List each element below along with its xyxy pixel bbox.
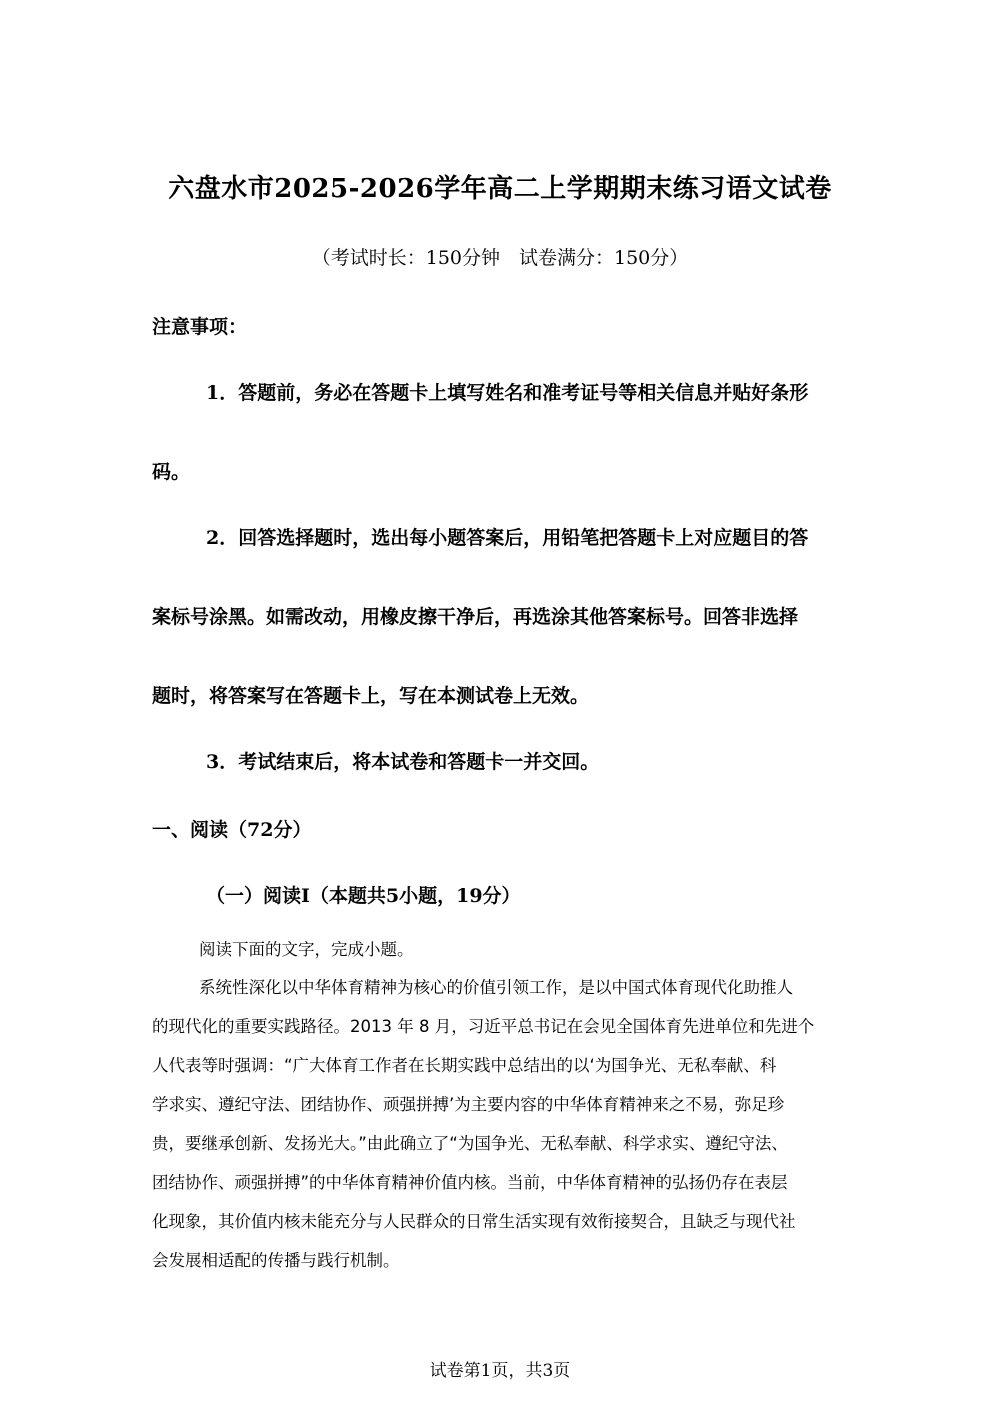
section-heading: 一、阅读（72分）	[152, 819, 312, 841]
subsection-heading: （一）阅读Ⅰ（本题共5小题，19分）	[206, 885, 521, 907]
notice-item-2-continued: 题时，将答案写在答题卡上，写在本测试卷上无效。	[152, 685, 590, 707]
passage-line: 系统性深化以中华体育精神为核心的价值引领工作，是以中国式体育现代化助推人	[199, 978, 793, 997]
passage-line: 学求实、遵纪守法、团结协作、顽强拼搏’为主要内容的中华体育精神来之不易，弥足珍	[152, 1095, 785, 1114]
passage-line: 贵，要继承创新、发扬光大。”由此确立了“为国争光、无私奉献、科学求实、遵纪守法、	[152, 1134, 788, 1153]
reading-instruction: 阅读下面的文字，完成小题。	[199, 940, 414, 959]
notice-item-2-continued: 案标号涂黑。如需改动，用橡皮擦干净后，再选涂其他答案标号。回答非选择	[152, 606, 799, 628]
passage-line: 的现代化的重要实践路径。2013 年 8 月，习近平总书记在会见全国体育先进单位和先进个	[152, 1017, 815, 1036]
notice-item-1-continued: 码。	[152, 461, 191, 483]
passage-line: 人代表等时强调：“广大体育工作者在长期实践中总结出的以‘为国争光、无私奉献、科	[152, 1056, 777, 1075]
passage-line: 会发展相适配的传播与践行机制。	[152, 1251, 400, 1270]
exam-title: 六盘水市2025-2026学年高二上学期期末练习语文试卷	[168, 174, 832, 204]
page-footer: 试卷第1页，共3页	[429, 1361, 571, 1381]
passage-line: 团结协作、顽强拼搏”的中华体育精神价值内核。当前，中华体育精神的弘扬仍存在表层	[152, 1173, 788, 1192]
notice-item-1: 1．答题前，务必在答题卡上填写姓名和准考证号等相关信息并贴好条形	[206, 382, 809, 404]
passage-line: 化现象，其价值内核未能充分与人民群众的日常生活实现有效衔接契合，且缺乏与现代社	[152, 1212, 796, 1231]
notice-item-3: 3．考试结束后，将本试卷和答题卡一并交回。	[206, 751, 600, 773]
exam-duration-info: （考试时长：150分钟 试卷满分：150分）	[311, 247, 689, 269]
notice-heading: 注意事项：	[152, 316, 248, 338]
notice-item-2: 2．回答选择题时，选出每小题答案后，用铅笔把答题卡上对应题目的答	[206, 527, 809, 549]
